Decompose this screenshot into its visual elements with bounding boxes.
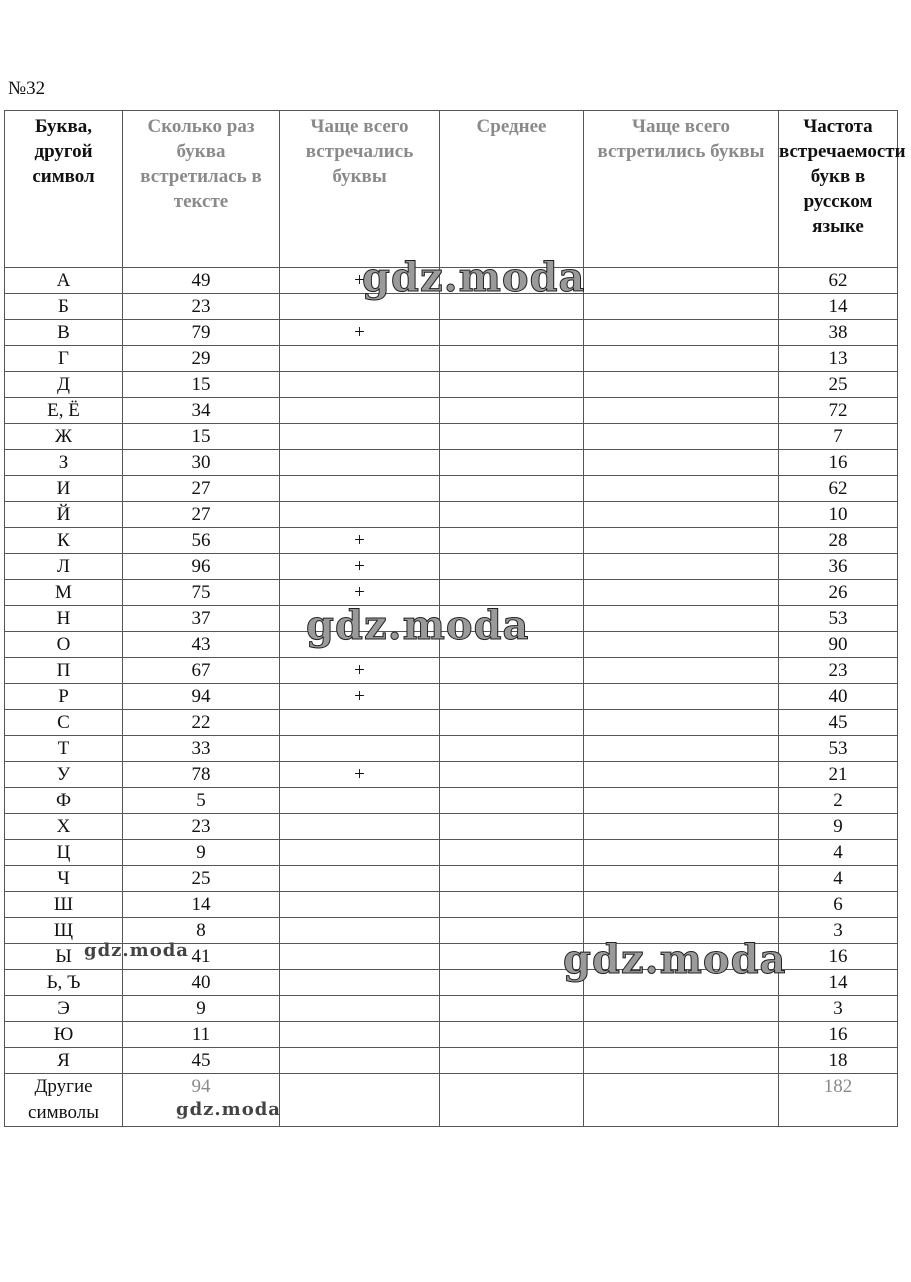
header-most-frequent-2: Чаще всего встретились буквы — [584, 111, 779, 268]
most-frequent-2-cell — [584, 450, 779, 476]
count-cell: 27 — [123, 476, 280, 502]
letter-cell: С — [5, 710, 123, 736]
count-cell: 14 — [123, 892, 280, 918]
table-row — [5, 658, 898, 684]
table-row — [5, 814, 898, 840]
letter-cell: В — [5, 320, 123, 346]
table-row — [5, 684, 898, 710]
count-cell: 33 — [123, 736, 280, 762]
letter-cell: Я — [5, 1048, 123, 1074]
letter-cell: Ц — [5, 840, 123, 866]
most-frequent-2-cell — [584, 424, 779, 450]
average-cell — [440, 866, 584, 892]
most-frequent-2-cell — [584, 476, 779, 502]
letter-cell: Р — [5, 684, 123, 710]
average-cell — [440, 684, 584, 710]
count-cell: 8 — [123, 918, 280, 944]
most-frequent-2-cell — [584, 658, 779, 684]
table-row — [5, 866, 898, 892]
russian-frequency-cell: 2 — [779, 788, 898, 814]
count-cell: 29 — [123, 346, 280, 372]
count-cell: 5 — [123, 788, 280, 814]
most-frequent-mark-cell — [280, 736, 440, 762]
average-cell — [440, 1048, 584, 1074]
average-cell — [440, 658, 584, 684]
most-frequent-2-cell — [584, 1022, 779, 1048]
most-frequent-2-cell — [584, 684, 779, 710]
average-cell — [440, 476, 584, 502]
most-frequent-mark-cell: + — [280, 320, 440, 346]
most-frequent-2-cell — [584, 528, 779, 554]
letter-cell: Другие символы — [5, 1074, 123, 1127]
most-frequent-mark-cell — [280, 502, 440, 528]
count-cell: 30 — [123, 450, 280, 476]
most-frequent-mark-cell — [280, 372, 440, 398]
letter-cell: З — [5, 450, 123, 476]
letter-cell: Н — [5, 606, 123, 632]
most-frequent-mark-cell — [280, 424, 440, 450]
most-frequent-2-cell — [584, 814, 779, 840]
russian-frequency-cell: 72 — [779, 398, 898, 424]
count-cell: 15 — [123, 372, 280, 398]
russian-frequency-cell: 3 — [779, 918, 898, 944]
most-frequent-mark-cell — [280, 944, 440, 970]
header-count: Сколько раз буква встретилась в тексте — [123, 111, 280, 268]
average-cell — [440, 398, 584, 424]
most-frequent-2-cell — [584, 606, 779, 632]
most-frequent-mark-cell: + — [280, 554, 440, 580]
most-frequent-mark-cell: + — [280, 762, 440, 788]
letter-cell: Е, Ё — [5, 398, 123, 424]
russian-frequency-cell: 25 — [779, 372, 898, 398]
average-cell — [440, 424, 584, 450]
table-row — [5, 996, 898, 1022]
average-cell — [440, 502, 584, 528]
russian-frequency-cell: 9 — [779, 814, 898, 840]
most-frequent-mark-cell: + — [280, 658, 440, 684]
russian-frequency-cell: 16 — [779, 944, 898, 970]
count-cell: 15 — [123, 424, 280, 450]
task-number: №32 — [8, 78, 46, 99]
most-frequent-mark-cell — [280, 970, 440, 996]
letter-cell: Ф — [5, 788, 123, 814]
letter-cell: Ж — [5, 424, 123, 450]
russian-frequency-cell: 4 — [779, 866, 898, 892]
most-frequent-mark-cell — [280, 814, 440, 840]
letter-cell: А — [5, 268, 123, 294]
count-cell: 94 — [123, 684, 280, 710]
most-frequent-2-cell — [584, 398, 779, 424]
table-row — [5, 840, 898, 866]
most-frequent-mark-cell — [280, 710, 440, 736]
most-frequent-mark-cell — [280, 1022, 440, 1048]
most-frequent-2-cell — [584, 580, 779, 606]
average-cell — [440, 788, 584, 814]
most-frequent-2-cell — [584, 554, 779, 580]
count-cell: 23 — [123, 294, 280, 320]
russian-frequency-cell: 38 — [779, 320, 898, 346]
count-cell: 79 — [123, 320, 280, 346]
russian-frequency-cell: 45 — [779, 710, 898, 736]
count-cell: 25 — [123, 866, 280, 892]
most-frequent-mark-cell — [280, 346, 440, 372]
count-cell: 40 — [123, 970, 280, 996]
average-cell — [440, 528, 584, 554]
most-frequent-mark-cell — [280, 840, 440, 866]
russian-frequency-cell: 16 — [779, 1022, 898, 1048]
most-frequent-mark-cell — [280, 788, 440, 814]
count-cell: 23 — [123, 814, 280, 840]
most-frequent-2-cell — [584, 1074, 779, 1127]
header-average: Среднее — [440, 111, 584, 268]
count-cell: 11 — [123, 1022, 280, 1048]
most-frequent-mark-cell: + — [280, 580, 440, 606]
average-cell — [440, 1074, 584, 1127]
table-row — [5, 476, 898, 502]
watermark: gdz.moda — [563, 936, 787, 983]
watermark: gdz.moda — [84, 940, 189, 961]
table-row — [5, 1048, 898, 1074]
header-row — [5, 111, 898, 268]
letter-cell: Х — [5, 814, 123, 840]
average-cell — [440, 892, 584, 918]
table-row — [5, 892, 898, 918]
most-frequent-2-cell — [584, 294, 779, 320]
most-frequent-2-cell — [584, 788, 779, 814]
most-frequent-mark-cell — [280, 1048, 440, 1074]
count-cell: 78 — [123, 762, 280, 788]
count-cell: 43 — [123, 632, 280, 658]
table-row — [5, 736, 898, 762]
letter-cell: У — [5, 762, 123, 788]
most-frequent-mark-cell — [280, 1074, 440, 1127]
letter-cell: П — [5, 658, 123, 684]
russian-frequency-cell: 16 — [779, 450, 898, 476]
russian-frequency-cell: 26 — [779, 580, 898, 606]
russian-frequency-cell: 23 — [779, 658, 898, 684]
letter-cell: Д — [5, 372, 123, 398]
most-frequent-mark-cell — [280, 996, 440, 1022]
most-frequent-2-cell — [584, 372, 779, 398]
table-row — [5, 1022, 898, 1048]
letter-cell: И — [5, 476, 123, 502]
letter-cell: Б — [5, 294, 123, 320]
letter-cell: О — [5, 632, 123, 658]
count-cell: 9 — [123, 840, 280, 866]
table-row — [5, 788, 898, 814]
table-row — [5, 554, 898, 580]
most-frequent-mark-cell — [280, 892, 440, 918]
average-cell — [440, 840, 584, 866]
count-cell: 37 — [123, 606, 280, 632]
most-frequent-2-cell — [584, 762, 779, 788]
count-cell: 45 — [123, 1048, 280, 1074]
russian-frequency-cell: 40 — [779, 684, 898, 710]
watermark: gdz.moda — [362, 254, 586, 301]
average-cell — [440, 944, 584, 970]
most-frequent-2-cell — [584, 736, 779, 762]
russian-frequency-cell: 21 — [779, 762, 898, 788]
table-row — [5, 502, 898, 528]
russian-frequency-cell: 18 — [779, 1048, 898, 1074]
table-row — [5, 398, 898, 424]
most-frequent-2-cell — [584, 268, 779, 294]
russian-frequency-cell: 14 — [779, 970, 898, 996]
count-cell: 22 — [123, 710, 280, 736]
russian-frequency-cell: 6 — [779, 892, 898, 918]
russian-frequency-cell: 53 — [779, 736, 898, 762]
average-cell — [440, 1022, 584, 1048]
count-cell: 94 — [123, 1074, 280, 1127]
russian-frequency-cell: 62 — [779, 476, 898, 502]
letter-cell: Т — [5, 736, 123, 762]
letter-cell: Й — [5, 502, 123, 528]
letter-cell: Г — [5, 346, 123, 372]
most-frequent-mark-cell — [280, 866, 440, 892]
count-cell: 9 — [123, 996, 280, 1022]
most-frequent-2-cell — [584, 320, 779, 346]
header-most-frequent-1: Чаще всего встречались буквы — [280, 111, 440, 268]
letter-cell: Ш — [5, 892, 123, 918]
letter-cell: Ы — [5, 944, 123, 970]
average-cell — [440, 970, 584, 996]
letter-cell: Э — [5, 996, 123, 1022]
count-cell: 75 — [123, 580, 280, 606]
russian-frequency-cell: 10 — [779, 502, 898, 528]
russian-frequency-cell: 14 — [779, 294, 898, 320]
count-cell: 34 — [123, 398, 280, 424]
table-row — [5, 424, 898, 450]
most-frequent-2-cell — [584, 710, 779, 736]
most-frequent-2-cell — [584, 866, 779, 892]
letter-cell: Ю — [5, 1022, 123, 1048]
most-frequent-mark-cell: + — [280, 528, 440, 554]
table-row — [5, 372, 898, 398]
most-frequent-2-cell — [584, 1048, 779, 1074]
russian-frequency-cell: 13 — [779, 346, 898, 372]
letter-cell: Ь, Ъ — [5, 970, 123, 996]
most-frequent-2-cell — [584, 502, 779, 528]
most-frequent-mark-cell — [280, 476, 440, 502]
average-cell — [440, 346, 584, 372]
russian-frequency-cell: 90 — [779, 632, 898, 658]
most-frequent-2-cell — [584, 632, 779, 658]
average-cell — [440, 554, 584, 580]
russian-frequency-cell: 28 — [779, 528, 898, 554]
most-frequent-2-cell — [584, 840, 779, 866]
average-cell — [440, 320, 584, 346]
average-cell — [440, 814, 584, 840]
letter-cell: К — [5, 528, 123, 554]
table-row — [5, 320, 898, 346]
count-cell: 49 — [123, 268, 280, 294]
letter-cell: М — [5, 580, 123, 606]
letter-cell: Ч — [5, 866, 123, 892]
average-cell — [440, 762, 584, 788]
table-row — [5, 1074, 898, 1127]
average-cell — [440, 996, 584, 1022]
russian-frequency-cell: 3 — [779, 996, 898, 1022]
table-row — [5, 710, 898, 736]
most-frequent-2-cell — [584, 346, 779, 372]
watermark: gdz.moda — [176, 1099, 281, 1120]
letter-cell: Щ — [5, 918, 123, 944]
header-letter: Буква, другой символ — [5, 111, 123, 268]
table-row — [5, 762, 898, 788]
average-cell — [440, 372, 584, 398]
most-frequent-mark-cell — [280, 398, 440, 424]
count-cell: 41 — [123, 944, 280, 970]
most-frequent-mark-cell: + — [280, 684, 440, 710]
table-row — [5, 346, 898, 372]
most-frequent-mark-cell — [280, 450, 440, 476]
count-cell: 96 — [123, 554, 280, 580]
average-cell — [440, 710, 584, 736]
russian-frequency-cell: 53 — [779, 606, 898, 632]
russian-frequency-cell: 62 — [779, 268, 898, 294]
count-cell: 67 — [123, 658, 280, 684]
header-russian-frequency: Частота встречаемости букв в русском языке — [779, 111, 898, 268]
letter-cell: Л — [5, 554, 123, 580]
average-cell — [440, 736, 584, 762]
most-frequent-2-cell — [584, 996, 779, 1022]
most-frequent-mark-cell — [280, 918, 440, 944]
average-cell — [440, 918, 584, 944]
russian-frequency-cell: 182 — [779, 1074, 898, 1127]
russian-frequency-cell: 36 — [779, 554, 898, 580]
watermark: gdz.moda — [306, 602, 530, 649]
average-cell — [440, 450, 584, 476]
russian-frequency-cell: 7 — [779, 424, 898, 450]
count-cell: 27 — [123, 502, 280, 528]
russian-frequency-cell: 4 — [779, 840, 898, 866]
table-row — [5, 450, 898, 476]
most-frequent-2-cell — [584, 892, 779, 918]
most-frequent-mark-cell: + — [280, 268, 440, 294]
count-cell: 56 — [123, 528, 280, 554]
table-row — [5, 528, 898, 554]
